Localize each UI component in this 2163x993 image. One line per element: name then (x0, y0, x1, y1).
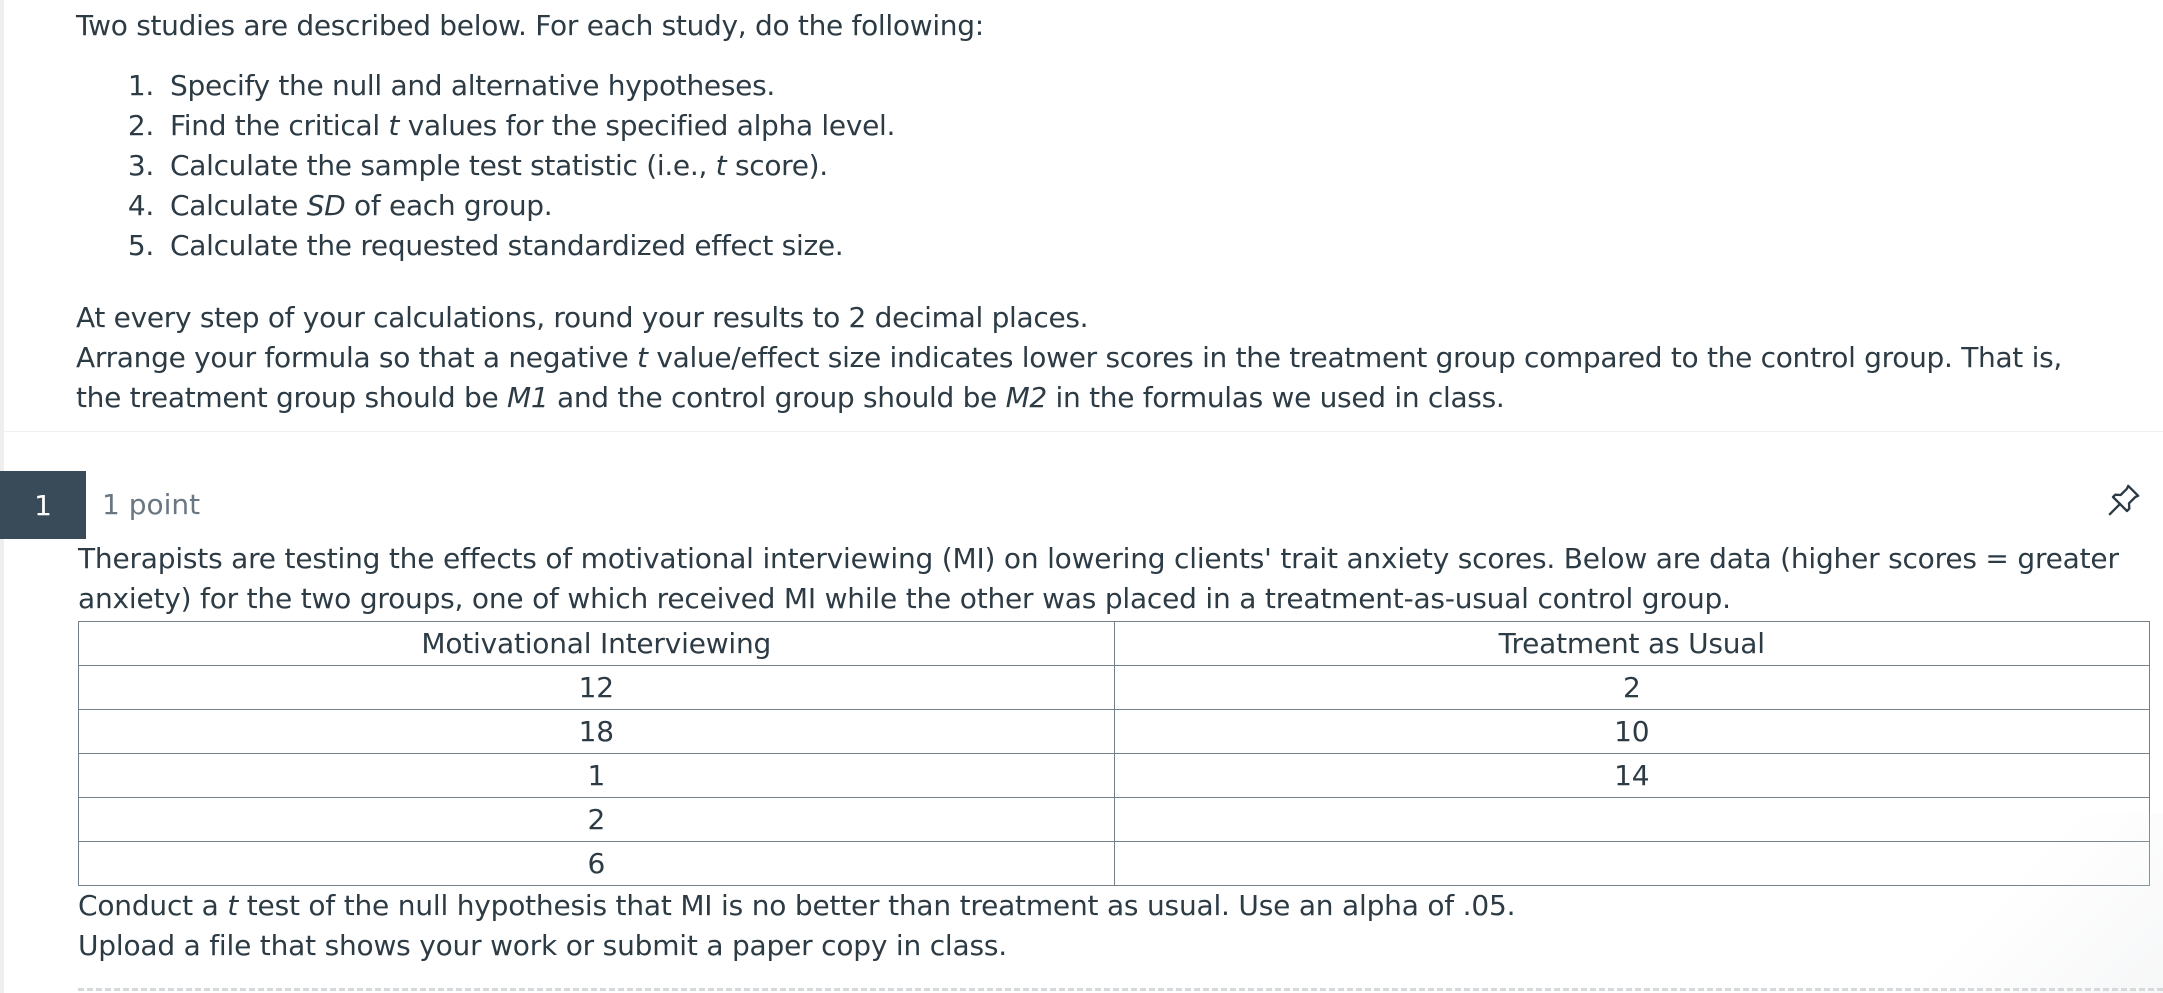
conduct-instruction: Conduct a t test of the null hypothesis that MI is no better than treatment as usual. Use an alpha of .05. (78, 889, 1516, 922)
section-divider (4, 431, 2163, 432)
table-row (79, 710, 2150, 754)
step-item (114, 106, 2116, 146)
question-points: 1 point (102, 488, 201, 521)
step-item (114, 66, 2116, 106)
step-text: Calculate SD of each group. (170, 189, 553, 222)
step-number: 2. (127, 109, 154, 142)
data-table (78, 621, 2150, 886)
step-item (114, 226, 2116, 266)
table-row (79, 754, 2150, 798)
table-row (79, 666, 2150, 710)
table-cell: 10 (1114, 710, 2150, 754)
rounding-note: At every step of your calculations, round your results to 2 decimal places. (76, 301, 1089, 334)
table-header-row (79, 622, 2150, 666)
arrange-note: Arrange your formula so that a negative t value/effect size indicates lower scores in the treatment group compared to the control group. That is, (76, 341, 2062, 374)
table-cell: 6 (79, 842, 1115, 886)
step-number: 1. (127, 69, 154, 102)
question-body (78, 539, 2158, 966)
instructions-steps (76, 66, 2116, 266)
column-header-tau: Treatment as Usual (1114, 622, 2150, 666)
table-cell: 1 (79, 754, 1115, 798)
step-text: Find the critical t values for the specified alpha level. (170, 109, 896, 142)
upload-instruction: Upload a file that shows your work or submit a paper copy in class. (78, 929, 1007, 962)
table-cell: 18 (79, 710, 1115, 754)
step-number: 3. (127, 149, 154, 182)
table-row (79, 842, 2150, 886)
arrange-note-continued: the treatment group should be M1 and the control group should be M2 in the formulas we used in class. (76, 381, 1505, 414)
step-number: 4. (127, 189, 154, 222)
quiz-instructions (76, 6, 2116, 418)
table-cell: 14 (1114, 754, 2150, 798)
step-item (114, 186, 2116, 226)
step-item (114, 146, 2116, 186)
step-text: Calculate the requested standardized effect size. (170, 229, 844, 262)
pin-icon[interactable] (2104, 480, 2144, 520)
question-number-badge: 1 (0, 471, 86, 539)
table-cell: 2 (1114, 666, 2150, 710)
table-cell: 2 (79, 798, 1115, 842)
step-text: Calculate the sample test statistic (i.e., t score). (170, 149, 828, 182)
step-text: Specify the null and alternative hypotheses. (170, 69, 775, 102)
table-cell: 12 (79, 666, 1115, 710)
instructions-intro: Two studies are described below. For each study, do the following: (76, 9, 984, 42)
question-text: Therapists are testing the effects of motivational interviewing (MI) on lowering clients' trait anxiety scores. Below are data (higher scores = greater anxiety) for the two groups, one of which received MI while the other was placed in a treatment-as-usual control group. (78, 542, 2119, 615)
table-row (79, 798, 2150, 842)
step-number: 5. (127, 229, 154, 262)
upload-dropzone-edge[interactable] (78, 988, 2163, 991)
column-header-mi: Motivational Interviewing (79, 622, 1115, 666)
corner-shading (1903, 813, 2163, 993)
